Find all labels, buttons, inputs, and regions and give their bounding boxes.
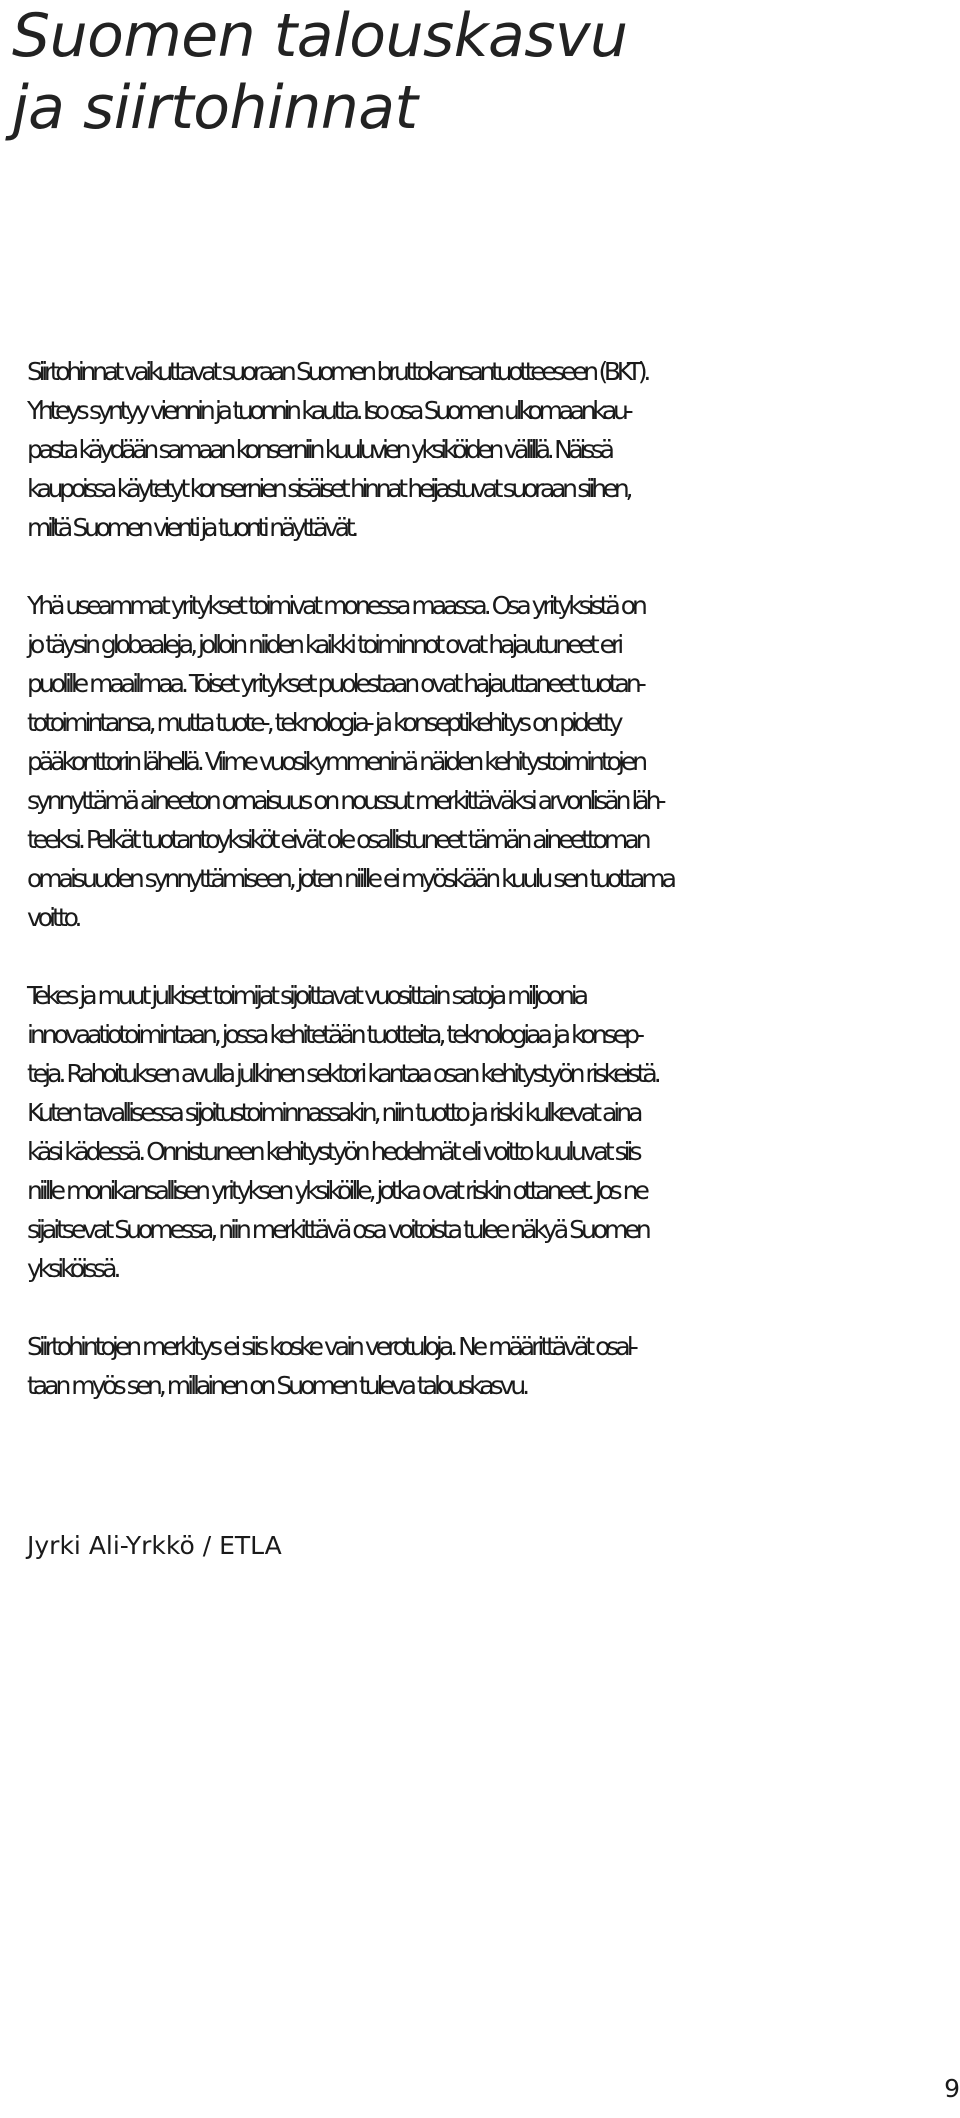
text-line: voitto. [27,903,79,932]
author-byline: Jyrki Ali-Yrkkö / ETLA [27,1531,282,1560]
text-line: omaisuuden synnyttämiseen, joten niille ei myöskään kuulu sen tuottama [27,864,673,893]
text-line: kaupoissa käytetyt konsernien sisäiset hinnat heijastuvat suoraan siihen, [27,474,630,503]
text-line: miltä Suomen vienti ja tuonti näyttävät. [27,513,355,542]
text-line: innovaatiotoimintaan, jossa kehitetään tuotteita, teknologiaa ja konsep- [27,1020,642,1049]
page-title-line-2: ja siirtohinnat [12,73,418,143]
text-line: teja. Rahoituksen avulla julkinen sektori kantaa osan kehitystyön riskeistä. [27,1059,658,1088]
text-line: Yhteys syntyy viennin ja tuonnin kautta. Iso osa Suomen ulkomaankau- [27,396,630,425]
article-body [27,352,957,1444]
text-line: Tekes ja muut julkiset toimijat sijoittavat vuosittain satoja miljoonia [27,981,586,1010]
page-title [12,0,628,144]
text-line: pasta käydään samaan konserniin kuuluvien yksiköiden välillä. Näissä [27,435,611,464]
text-line: teeksi. Pelkät tuotantoyksiköt eivät ole osallistuneet tämän aineettoman [27,825,648,854]
text-line: sijaitsevat Suomessa, niin merkittävä osa voitoista tulee näkyä Suomen [27,1215,648,1244]
text-line: puolille maailmaa. Toiset yritykset puolestaan ovat hajauttaneet tuotan- [27,669,643,698]
text-line: Kuten tavallisessa sijoitustoiminnassakin, niin tuotto ja riski kulkevat aina [27,1098,640,1127]
text-line: niille monikansallisen yrityksen yksiköille, jotka ovat riskin ottaneet. Jos ne [27,1176,646,1205]
paragraph-4 [27,1327,957,1405]
text-line: pääkonttorin lähellä. Viime vuosikymmeninä näiden kehitystoimintojen [27,747,645,776]
paragraph-3 [27,976,957,1288]
text-line: käsi kädessä. Onnistuneen kehitystyön hedelmät eli voitto kuuluvat siis [27,1137,639,1166]
text-line: taan myös sen, millainen on Suomen tuleva talouskasvu. [27,1371,527,1400]
text-line: Yhä useammat yritykset toimivat monessa maassa. Osa yrityksistä on [27,591,644,620]
text-line: synnyttämä aineeton omaisuus on noussut merkittäväksi arvonlisän läh- [27,786,663,815]
paragraph-1 [27,352,957,547]
text-line: jo täysin globaaleja, jolloin niiden kaikki toiminnot ovat hajautuneet eri [27,630,621,659]
text-line: totoimintansa, mutta tuote-, teknologia- ja konseptikehitys on pidetty [27,708,620,737]
text-line: Siirtohintojen merkitys ei siis koske vain verotuloja. Ne määrittävät osal- [27,1332,635,1361]
text-line: yksiköissä. [27,1254,118,1283]
page-title-line-1: Suomen talouskasvu [12,1,628,71]
paragraph-2 [27,586,957,937]
page-number: 9 [944,2074,960,2103]
text-line: Siirtohinnat vaikuttavat suoraan Suomen bruttokansantuotteeseen (BKT). [27,357,647,386]
